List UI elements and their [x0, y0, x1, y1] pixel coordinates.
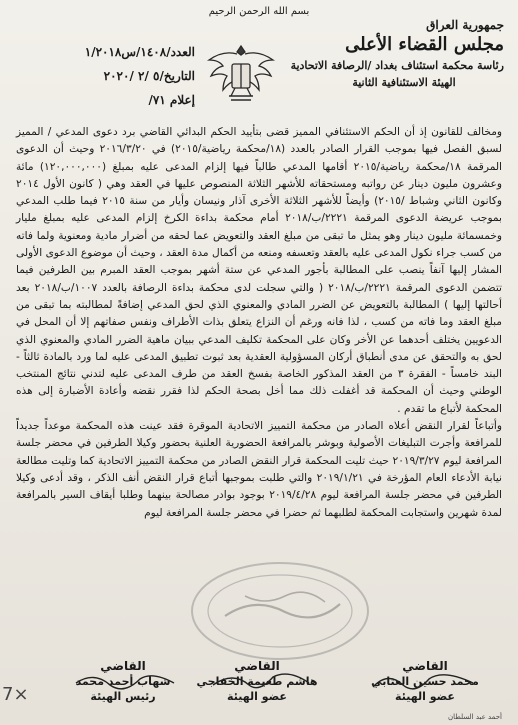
document-number: العدد/١٤٠٨/س١/٢٠١٨	[84, 45, 195, 59]
notice-number: إعلام ٧١/	[148, 93, 195, 107]
signature-role: عضو الهيئة	[395, 690, 455, 703]
paragraph: ومخالف للقانون إذ أن الحكم الاستئنافي المميز قضى بتأييد الحكم البدائي القاضي برد دعوى المدعي / المميز لسبق الفصل فيها بموجب القرار الصادر بالعدد (١٨/محكمة رياضية/٢٠١٥) في ٢٠١٦/٣/٢٠ وحيث أن الدعوى المرقمة ١٨/محكمة رياضية/٢٠١٥ أقامها المدعي طالباً فيها إلزام المدعى عليه بمبلغ (١٢٠,٠٠٠,٠٠٠) مائة وعشرون مليون دينار عن رواتبه ومستحقاته للأشهر الثلاثة المنصوص عليها في العقد وهي ( كانون الأول ٢٠١٤ وكانون الثاني وشباط /٢٠١٥) وأيضاً للأشهر الثلاثة الأخرى آذار ونيسان وأيار من سنة ٢٠١٥ فيما طلب المدعي بموجب عريضة الدعوى المرقمة ٢٢٢١/ب/٢٠١٨ أمام محكمة بداءة الكرخ إلزام المدعى عليه بمبلغ مليار وخمسمائة مليون دينار وهو يمثل ما تبقى من مبلغ العقد والتعويض عما لحقه من أضرار مادية ومعنوية ولما فاته من كسب جراء نكول المدعى عليه بالعقد وتعسفه ومنعه من أكمال مدة العقد ، وحيث أن موضوع الدعوى الأولى المشار إليها آنفاً ينصب على المطالبة بأجور المدعي عن ستة أشهر بموجب العقد المبرم بين الطرفين فيما تتضمن الدعوى المرقمة ٢٢٢١/ب/٢٠١٨ ( والتي سجلت لدى محكمة بداءة الرصافة بالعدد ١٠٠٧/ب/٢٠١٨ بعد أحالتها إليها ) المطالبة بالتعويض عن الضرر المادي والمعنوي الذي لحق المدعي إضافةً لمطالبته بما تبقى من مبلغ العقد وما فاته من كسب ، لذا فانه ورغم أن النزاع يتعلق بذات الأطراف ونفس صفاتهم إلا أن المحل في الدعويين يختلف أحدهما عن الأخر وكان على المحكمة تكليف المدعي ببيان ماهية الضرر المادي والمعنوي الذي لحق به والتحقق عن مدى أنطباق أركان المسؤولية العقدية بعد ثبوت تطبيق المدعى عليه لما ورد بالمادة ثالثاً - البند خامساً - الفقرة ٣ من العقد المذكور الخاصة بفسخ العقد من طرف المدعى عليه لتدني نتائج المنتخب الوطني وحيث أن المحكمة قد أغفلت ذلك مما أخل بصحة الحكم لذا فقرر نقضه وأعادة الأضبارة إلى هذه المحكمة لأتباع ما تقدم .	[16, 126, 503, 415]
page-marker: 7×	[2, 684, 29, 705]
handwritten-signature-icon	[70, 669, 180, 695]
signature-name: شهاب أحمد محمد	[75, 675, 171, 688]
header-right	[269, 18, 504, 89]
signature-row	[0, 655, 518, 715]
council-name: مجلس القضاء الأعلى	[345, 34, 504, 55]
header-left	[20, 40, 195, 112]
basmala: بسم الله الرحمن الرحيم	[208, 6, 310, 17]
handwritten-signature-icon	[368, 669, 478, 695]
document-body	[16, 124, 502, 522]
panel-name: الهيئة الاستئنافية الثانية	[352, 76, 456, 89]
signature-role: رئيس الهيئة	[90, 690, 156, 703]
signature-name: محمد حسين العتابي	[371, 675, 479, 688]
typist-name: أحمد عبد السلطان	[447, 713, 502, 721]
country-name: جمهورية العراق	[426, 18, 504, 32]
court-stamp-icon	[185, 556, 375, 666]
eagle-emblem-icon	[205, 40, 277, 108]
signature-name: هاشم طعيمة الخفاجي	[196, 675, 318, 688]
signature-role: عضو الهيئة	[227, 690, 287, 703]
handwritten-signature-icon	[205, 669, 315, 695]
signature-title: القاضي	[100, 659, 146, 673]
court-name: رئاسة محكمة استئناف بغداد /الرصافة الاتحادية	[290, 59, 504, 72]
signature-title: القاضي	[234, 659, 280, 673]
signature-title: القاضي	[402, 659, 448, 673]
paragraph: وأتباعاً لقرار النقض أعلاه الصادر من محكمة التمييز الاتحادية الموقرة فقد عينت هذه المحكمة موعداً جديداً للمرافعة وأجرت التبليغات الأصولية وبوشر بالمرافعة الحضورية العلنية بحضور وكيلا الطرفين في محضر جلسة المرافعة ليوم ٢٠١٩/٣/٢٧ حيث تليت المحكمة قرار النقض الصادر من محكمة التمييز الاتحادية كما وتليت مطالعة نيابة الأدعاء العام المؤرخة في ٢٠١٩/١/٢١ والتي طلبت بموجبها أتباع قرار النقض أنف الذكر ، وقد أدعى وكيلا الطرفين في محضر جلسة المرافعة ليوم ٢٠١٩/٤/٢٨ بوجود بوادر مصالحة بينهما وطلبا أيقاف السير بالمرافعة لمدة شهرين واستجابت المحكمة لطلبهما ثم حضرا في محضر جلسة المرافعة ليوم	[16, 420, 502, 519]
document-date: التاريخ/٥ /٢ /٢٠٢٠	[103, 69, 195, 83]
